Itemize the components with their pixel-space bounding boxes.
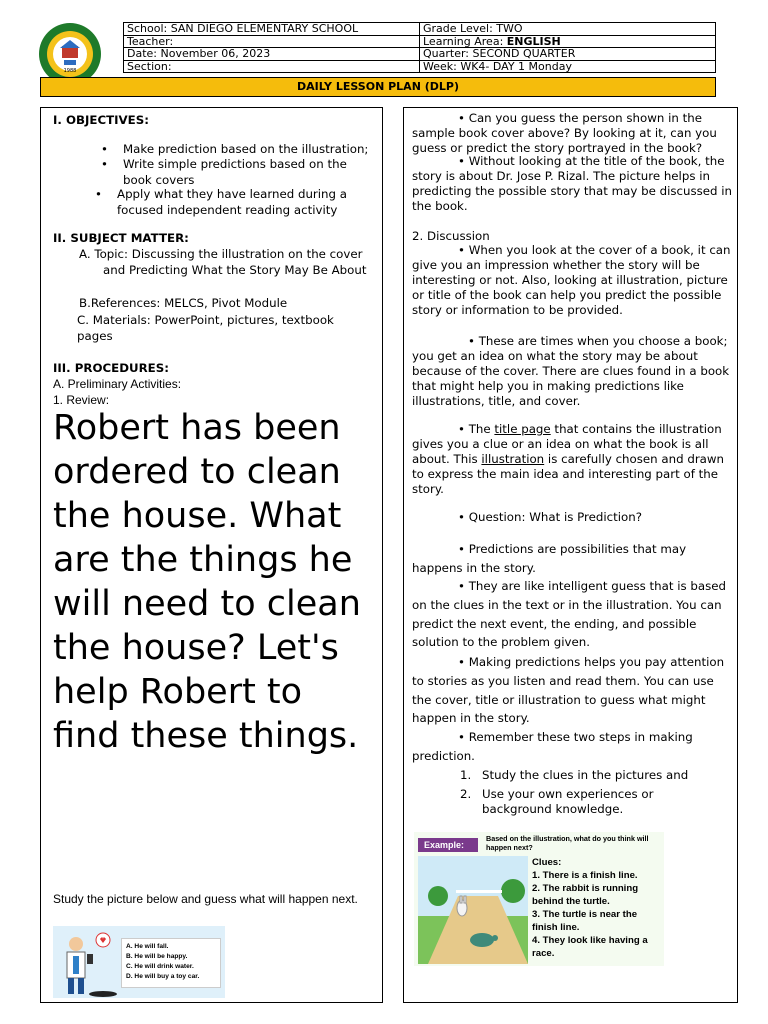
example-label: Example:: [418, 838, 478, 852]
paragraph: • They are like intelligent guess that is based on the clues in the text or in the illustration. You can predict the next event, the ending, and possible solution to the problem given.: [412, 579, 727, 650]
objective-item: • Make prediction based on the illustration;: [123, 142, 373, 158]
week-cell: Week: WK4- DAY 1 Monday: [420, 60, 716, 73]
objective-item: • Apply what they have learned during a focused independent reading activity: [117, 187, 367, 218]
header-table: [123, 22, 716, 73]
example-question: Based on the illustration, what do you think will happen next?: [486, 834, 649, 852]
study-instruction: Study the picture below and guess what will happen next.: [53, 892, 358, 906]
review-text: Robert has been ordered to clean the house. What are the things he will need to clean the house? Let's help Robert to find these things.: [53, 408, 361, 756]
school-cell: School: SAN DIEGO ELEMENTARY SCHOOL: [124, 23, 420, 36]
choice-d: D. He will buy a toy car.: [126, 973, 200, 980]
objective-item: • Write simple predictions based on the book covers: [123, 157, 358, 188]
date-cell: Date: November 06, 2023: [124, 48, 420, 61]
procedures-heading: III. PROCEDURES:: [53, 361, 169, 375]
preliminary-activities: A. Preliminary Activities:: [53, 377, 182, 391]
answer-choices: [121, 938, 221, 988]
quarter-cell: Quarter: SECOND QUARTER: [420, 48, 716, 61]
grade-level-cell: Grade Level: TWO: [420, 23, 716, 36]
clue-item: 3. The turtle is near the finish line.: [532, 909, 638, 933]
right-column: [403, 107, 738, 1003]
subject-matter-heading: II. SUBJECT MATTER:: [53, 231, 189, 245]
step-item: Study the clues in the pictures and: [482, 768, 689, 782]
paragraph: • Can you guess the person shown in the sample book cover above? By looking at it, can you guess or predict the story portrayed in the book?: [412, 111, 717, 155]
step-number: 2.: [460, 787, 472, 801]
discussion-label: 2. Discussion: [412, 229, 490, 243]
left-column: [40, 107, 383, 1003]
paragraph: • These are times when you choose a book; you get an idea on what the story may be about because of the cover. There are clues found in a book that might help you in making predictions like illustrations, title, and cover.: [412, 334, 730, 408]
example-illustration: [414, 832, 664, 966]
clue-item: 1. There is a finish line.: [532, 870, 638, 881]
paragraph: • The title page that contains the illustration gives you a clue or an idea on what the book is all about. This illustration is carefully chosen and drawn to express the main idea and interesting part of the story.: [412, 422, 725, 496]
choice-b: B. He will be happy.: [126, 953, 188, 960]
paragraph: • Making predictions helps you pay attention to stories as you listen and read them. You can use the cover, title or illustration to guess what might happen in the story.: [412, 655, 725, 726]
question-text: • Question: What is Prediction?: [458, 510, 642, 524]
choice-a: A. He will fall.: [126, 943, 169, 950]
race-scene-icon: [418, 856, 528, 964]
references-text: B.References: MELCS, Pivot Module: [79, 296, 288, 310]
teacher-cell: Teacher:: [124, 35, 420, 48]
learning-area-cell: Learning Area: ENGLISH: [420, 35, 716, 48]
paragraph: • When you look at the cover of a book, it can give you an impression whether the story will be interesting or not. Also, looking at illustration, picture or title of the book can help you predict the possible story or information to be provided.: [412, 243, 731, 317]
section-cell: Section:: [124, 60, 420, 73]
clue-item: 2. The rabbit is running behind the turtle.: [532, 883, 639, 907]
step-item: Use your own experiences or background knowledge.: [482, 787, 654, 816]
svg-text:1988: 1988: [63, 68, 77, 74]
objectives-heading: I. OBJECTIVES:: [53, 113, 149, 127]
paragraph: • Remember these two steps in making prediction.: [412, 730, 693, 763]
clue-item: 4. They look like having a race.: [532, 935, 648, 959]
choice-c: C. He will drink water.: [126, 963, 194, 970]
step-number: 1.: [460, 768, 472, 782]
clues-heading: Clues:: [532, 857, 562, 868]
lesson-plan-title: DAILY LESSON PLAN (DLP): [40, 77, 716, 97]
topic-text: A. Topic: Discussing the illustration on the cover and Predicting What the Story May Be About: [79, 247, 367, 277]
paragraph: • Predictions are possibilities that may happens in the story.: [412, 542, 687, 575]
clues-list: [532, 856, 662, 960]
paragraph: • Without looking at the title of the book, the story is about Dr. Jose P. Rizal. The picture helps in predicting the possible story that may be discussed in the book.: [412, 154, 733, 213]
materials-text: C. Materials: PowerPoint, pictures, textbook pages: [77, 313, 334, 343]
review-label: 1. Review:: [53, 393, 110, 407]
